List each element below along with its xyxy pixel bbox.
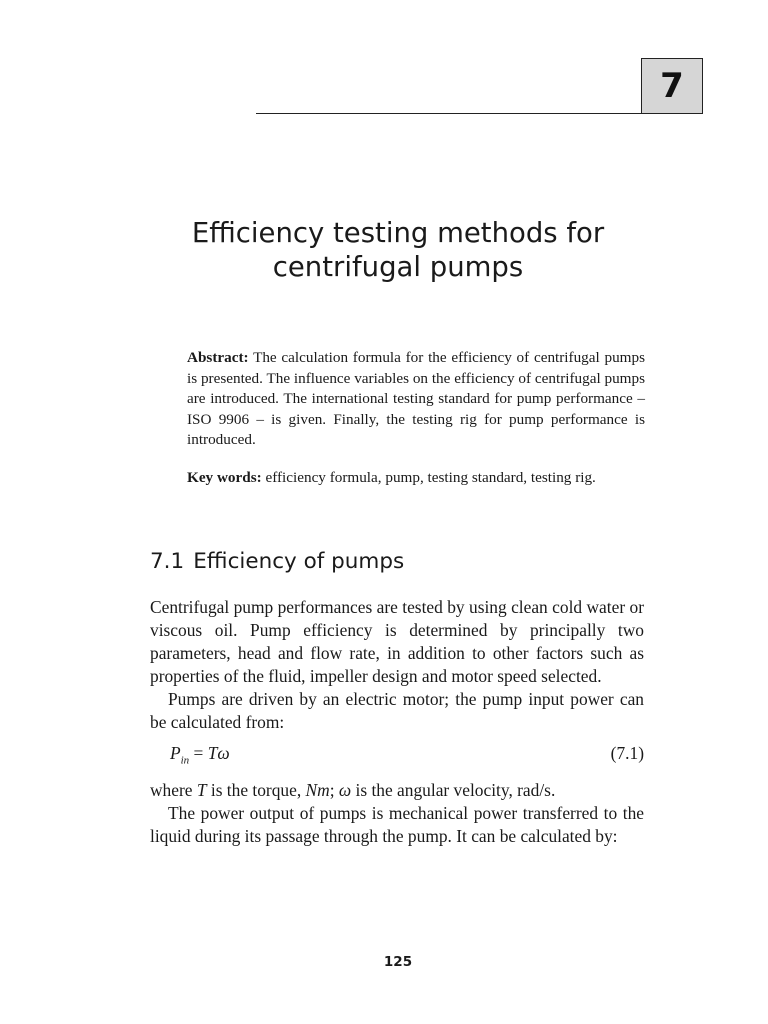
body-paragraph-2: Pumps are driven by an electric motor; the pump input power can be calculated from: [150,689,644,733]
abstract-block [187,348,645,489]
equation-rhs: Tω [207,742,230,763]
text-run: where [150,780,197,801]
text-run: ; [329,780,339,801]
equation-equals: = [193,742,204,763]
body-paragraph-4: The power output of pumps is mechanical power transferred to the liquid during its passage through the pump. It can be calculated by: [150,803,644,847]
equation-expression [170,742,230,773]
unit-nm: Nm [305,780,330,801]
page-number: 125 [383,954,413,970]
chapter-title-line-1: Efficiency testing methods for [191,217,605,249]
abstract-text: The calculation formula for the efficiency of centrifugal pumps is presented. The influence variables on the efficiency of centrifugal pumps are introduced. The international testing standard for pump performance – ISO 9906 – is given. Finally, the testing rig for pump performance is introduced. [187,349,645,449]
chapter-title-line-2: centrifugal pumps [272,251,524,283]
body-text [150,596,644,848]
torque-symbol: T [196,780,207,801]
section-number: 7.1 [150,549,185,574]
abstract-paragraph [187,348,645,451]
chapter-header-rule [256,113,642,114]
chapter-number: 7 [660,66,684,106]
equation-7-1 [150,742,644,773]
section-heading [150,549,650,574]
body-paragraph-1: Centrifugal pump performances are tested by using clean cold water or viscous oil. Pump efficiency is determined by principally two parameters, head and flow rate, in addition to other factors such as properties of the fluid, impeller design and motor speed selected. [150,597,644,687]
omega-symbol: ω [338,780,352,801]
text-run: is the torque, [206,780,306,801]
keywords-text: efficiency formula, pump, testing standard, testing rig. [265,468,596,486]
body-paragraph-3 [150,779,644,802]
abstract-label: Abstract: [187,349,249,366]
equation-lhs-subscript: in [180,754,190,767]
chapter-number-box [641,58,703,114]
keywords-label: Key words: [187,468,262,486]
keywords-paragraph [187,468,645,489]
equation-lhs-symbol: P [170,742,181,763]
chapter-title [110,216,686,284]
equation-label: (7.1) [610,742,644,763]
section-title: Efficiency of pumps [193,549,405,574]
text-run: is the angular velocity, rad/s. [351,780,556,801]
